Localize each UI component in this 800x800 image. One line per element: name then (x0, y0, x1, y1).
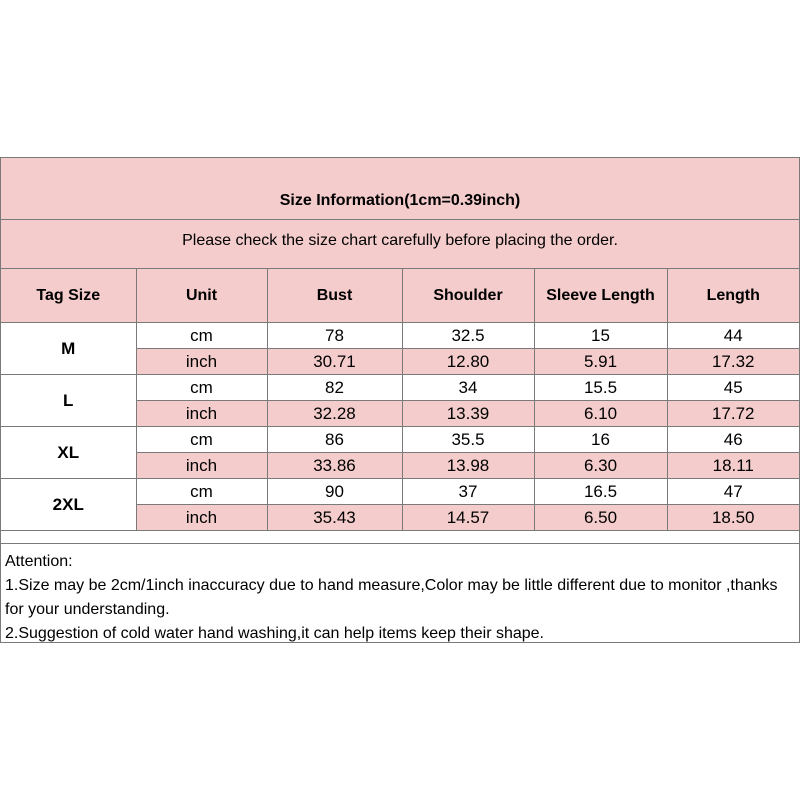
shoulder-cell: 32.5 (402, 323, 534, 349)
shoulder-cell: 13.39 (402, 401, 534, 427)
unit-cell: cm (136, 375, 267, 401)
shoulder-cell: 37 (402, 479, 534, 505)
sleeve-length-cell: 6.10 (534, 401, 667, 427)
tag-size-cell: L (1, 375, 136, 427)
sleeve-length-cell: 16 (534, 427, 667, 453)
bust-cell: 33.86 (267, 453, 402, 479)
table-row (1, 375, 799, 401)
sleeve-length-cell: 6.50 (534, 505, 667, 531)
length-cell: 17.72 (667, 401, 799, 427)
size-chart (0, 157, 800, 643)
header-tag-size: Tag Size (1, 269, 136, 323)
sleeve-length-cell: 15 (534, 323, 667, 349)
header-shoulder: Shoulder (402, 269, 534, 323)
unit-cell: inch (136, 349, 267, 375)
bust-cell: 78 (267, 323, 402, 349)
shoulder-cell: 14.57 (402, 505, 534, 531)
attention-line-1: 1.Size may be 2cm/1inch inaccuracy due to hand measure,Color may be little different due to monitor ,thanks for your understanding. (5, 577, 778, 618)
table-row (1, 479, 799, 505)
length-cell: 45 (667, 375, 799, 401)
header-row (1, 269, 799, 323)
title-row (1, 158, 799, 220)
length-cell: 17.32 (667, 349, 799, 375)
unit-cell: inch (136, 453, 267, 479)
bust-cell: 32.28 (267, 401, 402, 427)
notice-row (1, 220, 799, 269)
header-length: Length (667, 269, 799, 323)
notice-text: Please check the size chart carefully before placing the order. (182, 232, 618, 249)
chart-title: Size Information(1cm=0.39inch) (279, 192, 521, 209)
length-cell: 46 (667, 427, 799, 453)
length-cell: 44 (667, 323, 799, 349)
tag-size-cell: 2XL (1, 479, 136, 531)
tag-size-cell: M (1, 323, 136, 375)
table-row (1, 323, 799, 349)
header-bust: Bust (267, 269, 402, 323)
unit-cell: cm (136, 427, 267, 453)
header-sleeve-length: Sleeve Length (534, 269, 667, 323)
bust-cell: 82 (267, 375, 402, 401)
length-cell: 18.50 (667, 505, 799, 531)
attention-line-2: 2.Suggestion of cold water hand washing,it can help items keep their shape. (5, 625, 544, 642)
unit-cell: inch (136, 505, 267, 531)
header-unit: Unit (136, 269, 267, 323)
sleeve-length-cell: 5.91 (534, 349, 667, 375)
sleeve-length-cell: 16.5 (534, 479, 667, 505)
bust-cell: 35.43 (267, 505, 402, 531)
shoulder-cell: 12.80 (402, 349, 534, 375)
size-table (1, 269, 799, 531)
unit-cell: cm (136, 323, 267, 349)
bust-cell: 90 (267, 479, 402, 505)
sleeve-length-cell: 15.5 (534, 375, 667, 401)
attention-heading: Attention: (5, 553, 73, 570)
tag-size-cell: XL (1, 427, 136, 479)
length-cell: 18.11 (667, 453, 799, 479)
shoulder-cell: 34 (402, 375, 534, 401)
length-cell: 47 (667, 479, 799, 505)
table-row (1, 427, 799, 453)
attention-notes (1, 543, 799, 642)
bust-cell: 30.71 (267, 349, 402, 375)
sleeve-length-cell: 6.30 (534, 453, 667, 479)
unit-cell: inch (136, 401, 267, 427)
shoulder-cell: 13.98 (402, 453, 534, 479)
bust-cell: 86 (267, 427, 402, 453)
shoulder-cell: 35.5 (402, 427, 534, 453)
unit-cell: cm (136, 479, 267, 505)
